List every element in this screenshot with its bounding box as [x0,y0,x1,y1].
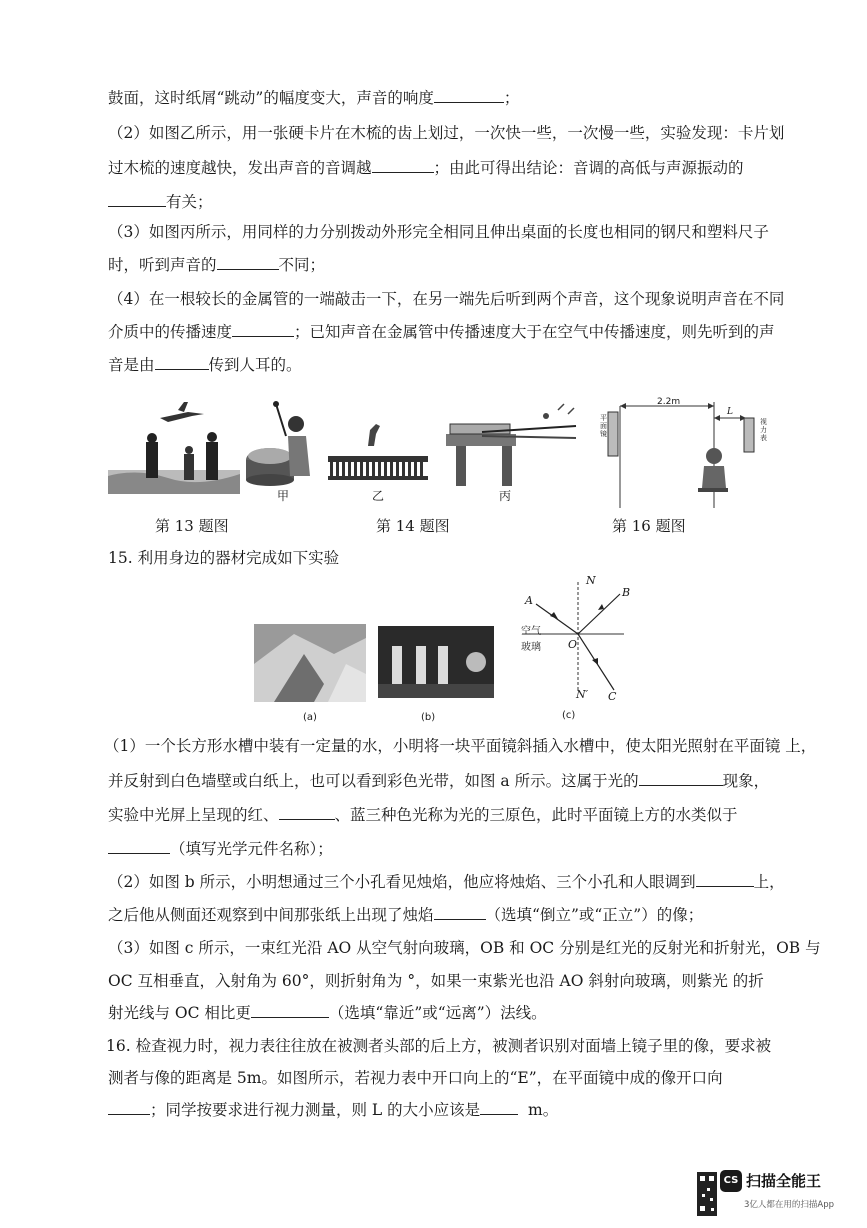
airplane-icon [160,412,204,422]
brand-name: 扫描全能王 [746,1172,822,1190]
label-mirror: 平面镜 [600,414,607,438]
answer-blank [696,872,754,887]
label-N-prime: N′ [576,688,589,701]
q15-1-line-a: （1）一个长方形水槽中装有一定量的水，小明将一块平面镜斜插入水槽中，使太阳光照射在平面镜 上， [104,737,817,755]
answer-blank [251,1003,329,1018]
label-air: 空气 [521,626,541,637]
candle-icon [466,652,486,672]
camscanner-logo-icon: CS [720,1170,742,1192]
figure-14-bing-rulers [446,398,582,486]
label-fig15c: (c) [562,710,576,721]
figure-14-jia-drum [244,396,314,486]
answer-blank [108,1100,150,1115]
text-line-5: （3）如图丙所示，用同样的力分别拨动外形完全相同且伸出桌面的长度也相同的钢尺和塑料尺子 [108,223,769,241]
label-N: N [586,574,596,587]
q15-2-line-b: 之后他从侧面还观察到中间那张纸上出现了烛焰 （选填“倒立”或“正立”）的像； [108,906,704,924]
label-fig15a: (a) [303,712,317,723]
answer-blank [108,192,166,207]
q16-line-c: ；同学按要求进行视力测量，则 L 的大小应该是 m。 [108,1100,558,1120]
label-bing: 丙 [499,489,512,503]
label-fig15b: (b) [421,712,436,723]
label-distance: 2.2m [657,397,681,407]
label-O: O [568,638,578,651]
q15-2-line-a: （2）如图 b 所示，小明想通过三个小孔看见烛焰，他应将烛焰、三个小孔和人眼调到 上， [108,873,785,891]
q16-line-b: 测者与像的距离是 5m。如图所示，若视力表中开口向上的“E”，在平面镜中成的像开口向 [108,1069,723,1087]
eye-chart-icon [744,418,754,452]
label-B: B [622,586,631,599]
text-line-4: 有关； [108,192,213,212]
text-line-1: 鼓面，这时纸屑“跳动”的幅度变大，声音的响度 ； [108,89,520,107]
answer-blank [434,88,504,103]
person-icon [146,442,158,478]
caption-fig16: 第 16 题图 [612,517,686,535]
q16-line-a: 16. 检查视力时，视力表往往放在被测者头部的后上方，被测者识别对面墙上镜子里的像，要求被 [106,1037,772,1055]
hand-card-icon [368,424,380,446]
figure-14-yi-comb [324,418,432,488]
answer-blank [372,158,434,173]
text-line-9: 音是由 传到人耳的。 [108,356,302,374]
q15-1-line-c: 实验中光屏上呈现的红、 、蓝三种色光称为光的三原色，此时平面镜上方的水类似于 [108,806,738,824]
text-line-3: 过木梳的速度越快，发出声音的音调越 ；由此可得出结论：音调的高低与声源振动的 [108,159,744,177]
qr-code-icon [696,1168,718,1220]
q15-1-line-d: （填写光学元件名称）； [108,839,333,859]
q15-1-line-b: 并反射到白色墙壁或白纸上，也可以看到彩色光带，如图 a 所示。这属于光的 现象， [108,772,770,790]
text-line-2: （2）如图乙所示，用一张硬卡片在木梳的齿上划过，一次快一些，一次慢一些，实验发现：卡片划 [108,124,785,142]
person-icon [706,448,722,464]
question-15-title: 15. 利用身边的器材完成如下实验 [108,549,340,567]
figure-15b-photo [378,626,494,698]
answer-blank [155,355,209,370]
text-line-7: （4）在一根较长的金属管的一端敲击一下，在另一端先后听到两个声音，这个现象说明声音在不同 [108,290,785,308]
figure-13-illustration [108,398,240,494]
answer-blank [279,805,335,820]
q15-3-line-b: OC 互相垂直，入射角为 60°，则折射角为 °，如果一束紫光也沿 AO 斜射向玻璃，则紫光 的折 [108,972,764,990]
answer-blank [232,322,294,337]
label-L: L [727,407,733,417]
figure-15a-photo [254,624,366,702]
answer-blank [434,905,486,920]
label-A: A [525,594,533,607]
caption-fig14: 第 14 题图 [376,517,450,535]
label-C: C [608,690,617,703]
answer-blank [217,255,279,270]
label-jia: 甲 [277,489,290,503]
text-line-8: 介质中的传播速度 ；已知声音在金属管中传播速度大于在空气中传播速度，则先听到的声 [108,323,775,341]
label-chart: 视力表 [760,418,767,442]
label-glass: 玻璃 [521,642,541,653]
label-yi: 乙 [372,489,385,503]
q15-3-line-a: （3）如图 c 所示，一束红光沿 AO 从空气射向玻璃，OB 和 OC 分别是红光的反射光和折射光，OB 与 [108,939,821,957]
text-line-6: 时，听到声音的 不同； [108,256,326,274]
q15-3-line-c: 射光线与 OC 相比更 （选填“靠近”或“远离”）法线。 [108,1004,547,1022]
brand-tagline: 3亿人都在用的扫描App [744,1200,835,1210]
figure-16-eye-test [598,392,778,512]
scanner-watermark [696,1168,856,1224]
answer-blank [639,771,723,786]
answer-blank [480,1100,518,1115]
answer-blank [108,839,170,854]
caption-fig13: 第 13 题图 [155,517,229,535]
